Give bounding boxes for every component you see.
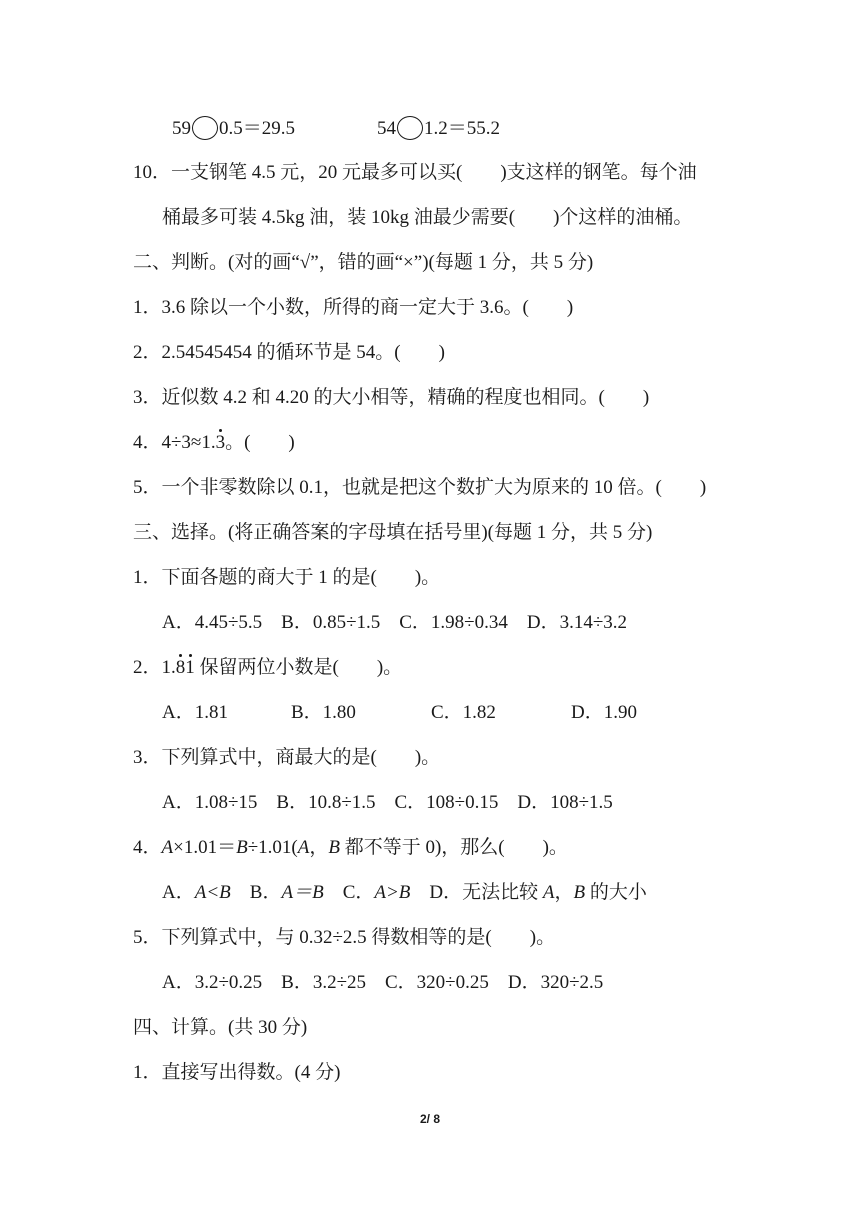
comparison-b-right: 1.2＝55.2	[424, 118, 501, 139]
variable-b: B	[328, 837, 340, 858]
option-d-label: D．无法比较	[410, 882, 543, 903]
choice-question-2	[133, 656, 402, 680]
judge-q4-text: 4．4÷3≈1.	[133, 432, 216, 453]
choice-question-3: 3．下列算式中，商最大的是( )。	[133, 747, 441, 768]
q4-comma: ，	[309, 837, 329, 858]
page-number: 2/ 8	[419, 1112, 440, 1126]
judge-q4-tail: 。( )	[225, 432, 295, 453]
repeating-digit-1: 1	[185, 657, 195, 678]
section-3-title: 三、选择。(将正确答案的字母填在括号里)(每题 1 分，共 5 分)	[133, 522, 653, 543]
option-c: C．1.82	[431, 702, 496, 723]
choice-question-1-options: A．4.45÷5.5 B．0.85÷1.5 C．1.98÷0.34 D．3.14÷3.2	[162, 612, 627, 633]
section-2-title: 二、判断。(对的画“√”，错的画“×”)(每题 1 分，共 5 分)	[133, 252, 594, 273]
q4-text-2: ÷1.01(	[247, 837, 298, 858]
section-4-title: 四、计算。(共 30 分)	[133, 1017, 308, 1038]
judge-question-4	[133, 431, 295, 455]
option-a-label: A．	[162, 882, 195, 903]
option-a: A．1.81	[162, 702, 228, 723]
option-d: D．1.90	[571, 702, 637, 723]
q4-text-1: ×1.01＝	[173, 837, 237, 858]
variable-a: A	[161, 837, 174, 858]
option-d-tail: 的大小	[585, 882, 647, 903]
variable-a: A	[297, 837, 310, 858]
choice-question-5-options: A．3.2÷0.25 B．3.2÷25 C．320÷0.25 D．320÷2.5	[162, 972, 604, 993]
choice-question-3-options: A．1.08÷15 B．10.8÷1.5 C．108÷0.15 D．108÷1.5	[162, 792, 613, 813]
option-a-expr: A<B	[194, 882, 231, 903]
variable-b: B	[573, 882, 586, 903]
question-10-line-2: 桶最多可装 4.5kg 油，装 10kg 油最少需要( )个这样的油桶。	[162, 207, 693, 228]
comparison-a-left: 59	[172, 118, 191, 139]
judge-question-1: 1．3.6 除以一个小数，所得的商一定大于 3.6。( )	[133, 297, 574, 318]
choice-q2-text: 2．1.	[133, 657, 176, 678]
judge-question-2: 2．2.54545454 的循环节是 54。( )	[133, 342, 445, 363]
option-b-expr: A＝B	[281, 882, 324, 903]
choice-question-5: 5．下列算式中，与 0.32÷2.5 得数相等的是( )。	[133, 927, 556, 948]
choice-question-4-options	[162, 881, 647, 905]
variable-b: B	[236, 837, 248, 858]
calc-question-1: 1．直接写出得数。(4 分)	[133, 1062, 341, 1083]
judge-question-3: 3．近似数 4.2 和 4.20 的大小相等，精确的程度也相同。( )	[133, 387, 650, 408]
blank-circle-b[interactable]	[397, 116, 423, 140]
variable-a: A	[542, 882, 555, 903]
question-10-line-1: 10．一支钢笔 4.5 元，20 元最多可以买( )支这样的钢笔。每个油	[133, 162, 697, 183]
option-b-label: B．	[230, 882, 282, 903]
option-b: B．1.80	[291, 702, 356, 723]
choice-question-4	[133, 836, 568, 860]
option-d-comma: ，	[554, 882, 574, 903]
comparison-a-right: 0.5＝29.5	[219, 118, 296, 139]
option-c-expr: A>B	[374, 882, 411, 903]
repeating-digit-8: 8	[175, 657, 186, 678]
choice-q2-tail: 保留两位小数是( )。	[194, 657, 403, 678]
blank-circle-a[interactable]	[192, 116, 218, 140]
option-c-label: C．	[323, 882, 375, 903]
judge-question-5: 5．一个非零数除以 0.1，也就是把这个数扩大为原来的 10 倍。( )	[133, 477, 707, 498]
comparison-row	[172, 116, 500, 141]
q4-text-3: 都不等于 0)，那么( )。	[339, 837, 568, 858]
q4-number: 4．	[133, 837, 162, 858]
choice-question-1: 1．下面各题的商大于 1 的是( )。	[133, 567, 441, 588]
comparison-b-left: 54	[377, 118, 397, 139]
repeating-digit-3: 3	[215, 432, 226, 453]
